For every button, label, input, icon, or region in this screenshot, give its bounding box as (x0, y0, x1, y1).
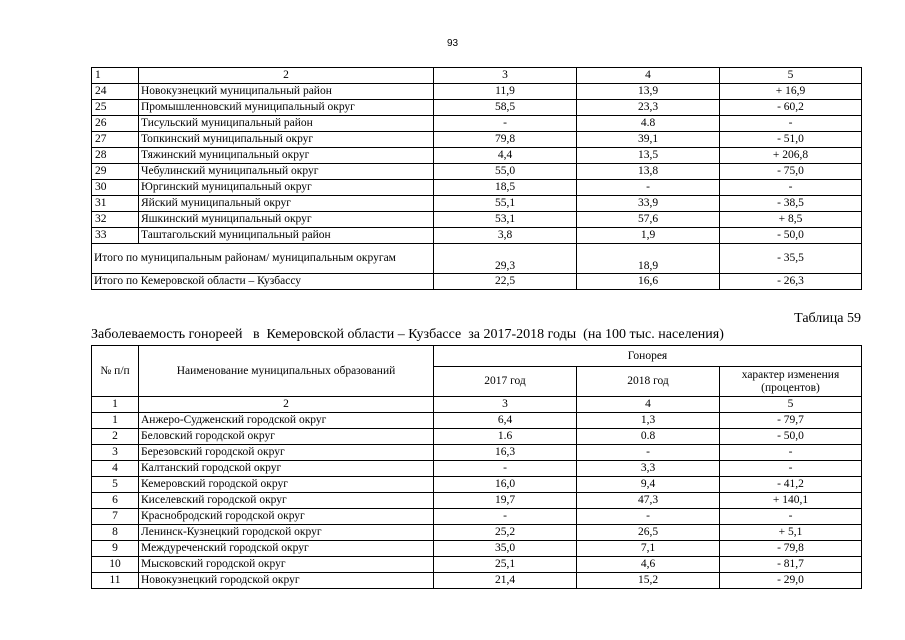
value-2018: 9,4 (577, 477, 720, 493)
row-number: 27 (92, 132, 139, 148)
row-number: 1 (92, 413, 139, 429)
total-districts-2018: 18,9 (577, 244, 720, 274)
value-2017: 53,1 (434, 212, 577, 228)
table-row (92, 196, 862, 212)
row-number: 5 (92, 477, 139, 493)
value-2017: 79,8 (434, 132, 577, 148)
table-row (92, 84, 862, 100)
total-region-row (92, 274, 862, 290)
change-percent: - (720, 445, 862, 461)
municipality-name: Чебулинский муниципальный округ (139, 164, 434, 180)
table-row (92, 100, 862, 116)
total-districts-change: - 35,5 (720, 244, 862, 274)
value-2017: 16,3 (434, 445, 577, 461)
value-2017: 19,7 (434, 493, 577, 509)
value-2018: 1,3 (577, 413, 720, 429)
value-2017: 25,2 (434, 525, 577, 541)
table-row (92, 164, 862, 180)
value-2017: 11,9 (434, 84, 577, 100)
change-percent: + 206,8 (720, 148, 862, 164)
row-number: 11 (92, 573, 139, 589)
value-2018: - (577, 509, 720, 525)
table-row (92, 573, 862, 589)
header-name: Наименование муниципальных образований (139, 346, 434, 397)
table-row (92, 180, 862, 196)
change-percent: - (720, 509, 862, 525)
value-2018: 23,3 (577, 100, 720, 116)
change-percent: - (720, 116, 862, 132)
value-2018: 26,5 (577, 525, 720, 541)
col-number-3: 3 (434, 68, 577, 84)
municipality-name: Ленинск-Кузнецкий городской округ (139, 525, 434, 541)
row-number: 30 (92, 180, 139, 196)
municipality-name: Краснобродский городской округ (139, 509, 434, 525)
table-title: Заболеваемость гонореей в Кемеровской области – Кузбассе за 2017-2018 годы (на 100 тыс. населения) (91, 327, 724, 342)
table-row (92, 509, 862, 525)
value-2018: - (577, 445, 720, 461)
table-row (92, 429, 862, 445)
header-row-1 (92, 346, 862, 367)
change-percent: - (720, 180, 862, 196)
table-row (92, 541, 862, 557)
col-number-5: 5 (720, 68, 862, 84)
table-row (92, 228, 862, 244)
total-region-change: - 26,3 (720, 274, 862, 290)
municipality-name: Тяжинский муниципальный округ (139, 148, 434, 164)
value-2017: 6,4 (434, 413, 577, 429)
row-number: 29 (92, 164, 139, 180)
table-row (92, 148, 862, 164)
municipality-name: Топкинский муниципальный округ (139, 132, 434, 148)
row-number: 7 (92, 509, 139, 525)
value-2017: 58,5 (434, 100, 577, 116)
col-number-2: 2 (139, 68, 434, 84)
table-row (92, 212, 862, 228)
total-region-2017: 22,5 (434, 274, 577, 290)
change-percent: - 41,2 (720, 477, 862, 493)
table-row (92, 525, 862, 541)
change-percent: - 50,0 (720, 228, 862, 244)
municipality-name: Тисульский муниципальный район (139, 116, 434, 132)
change-percent: - 79,8 (720, 541, 862, 557)
header-2017: 2017 год (434, 367, 577, 397)
change-percent: - 38,5 (720, 196, 862, 212)
value-2017: - (434, 461, 577, 477)
incidence-table-continued (91, 67, 862, 290)
municipality-name: Яйский муниципальный округ (139, 196, 434, 212)
table-row (92, 493, 862, 509)
value-2017: 35,0 (434, 541, 577, 557)
change-percent: - 81,7 (720, 557, 862, 573)
row-number: 28 (92, 148, 139, 164)
value-2018: 33,9 (577, 196, 720, 212)
value-2018: 57,6 (577, 212, 720, 228)
header-number: № п/п (92, 346, 139, 397)
value-2017: - (434, 116, 577, 132)
change-percent: - (720, 461, 862, 477)
value-2018: - (577, 180, 720, 196)
value-2018: 7,1 (577, 541, 720, 557)
change-percent: + 16,9 (720, 84, 862, 100)
table-number: Таблица 59 (794, 311, 861, 326)
header-gonorrhea: Гонорея (434, 346, 862, 367)
row-number: 24 (92, 84, 139, 100)
change-percent: - 79,7 (720, 413, 862, 429)
value-2018: 4,6 (577, 557, 720, 573)
row-number: 8 (92, 525, 139, 541)
row-number: 2 (92, 429, 139, 445)
total-region-2018: 16,6 (577, 274, 720, 290)
col-number-1: 1 (92, 68, 139, 84)
value-2018: 13,9 (577, 84, 720, 100)
row-number: 3 (92, 445, 139, 461)
column-number-row (92, 397, 862, 413)
value-2018: 4.8 (577, 116, 720, 132)
municipality-name: Мысковский городской округ (139, 557, 434, 573)
value-2017: 25,1 (434, 557, 577, 573)
col-number-4: 4 (577, 397, 720, 413)
column-number-row (92, 68, 862, 84)
row-number: 10 (92, 557, 139, 573)
value-2018: 47,3 (577, 493, 720, 509)
municipality-name: Промышленновский муниципальный округ (139, 100, 434, 116)
change-percent: - 50,0 (720, 429, 862, 445)
row-number: 25 (92, 100, 139, 116)
municipality-name: Яшкинский муниципальный округ (139, 212, 434, 228)
change-percent: + 140,1 (720, 493, 862, 509)
row-number: 6 (92, 493, 139, 509)
municipality-name: Юргинский муниципальный округ (139, 180, 434, 196)
value-2018: 3,3 (577, 461, 720, 477)
municipality-name: Калтанский городской округ (139, 461, 434, 477)
municipality-name: Анжеро-Судженский городской округ (139, 413, 434, 429)
total-districts-2017: 29,3 (434, 244, 577, 274)
value-2018: 1,9 (577, 228, 720, 244)
municipality-name: Таштагольский муниципальный район (139, 228, 434, 244)
change-percent: + 5,1 (720, 525, 862, 541)
value-2017: - (434, 509, 577, 525)
municipality-name: Междуреченский городской округ (139, 541, 434, 557)
table-row (92, 477, 862, 493)
table-row (92, 445, 862, 461)
change-percent: - 75,0 (720, 164, 862, 180)
value-2017: 3,8 (434, 228, 577, 244)
header-2018: 2018 год (577, 367, 720, 397)
row-number: 31 (92, 196, 139, 212)
header-change: характер изменения (процентов) (720, 367, 862, 397)
page-number: 93 (446, 38, 459, 49)
value-2017: 18,5 (434, 180, 577, 196)
value-2018: 15,2 (577, 573, 720, 589)
value-2017: 1.6 (434, 429, 577, 445)
value-2018: 0.8 (577, 429, 720, 445)
change-percent: - 60,2 (720, 100, 862, 116)
value-2018: 39,1 (577, 132, 720, 148)
value-2017: 16,0 (434, 477, 577, 493)
change-percent: + 8,5 (720, 212, 862, 228)
municipality-name: Березовский городской округ (139, 445, 434, 461)
col-number-3: 3 (434, 397, 577, 413)
row-number: 4 (92, 461, 139, 477)
value-2017: 4,4 (434, 148, 577, 164)
gonorrhea-incidence-table (91, 345, 862, 589)
value-2017: 55,0 (434, 164, 577, 180)
total-districts-row (92, 244, 862, 274)
row-number: 32 (92, 212, 139, 228)
municipality-name: Киселевский городской округ (139, 493, 434, 509)
municipality-name: Новокузнецкий городской округ (139, 573, 434, 589)
table-row (92, 116, 862, 132)
municipality-name: Кемеровский городской округ (139, 477, 434, 493)
value-2018: 13,8 (577, 164, 720, 180)
total-districts-label: Итого по муниципальным районам/ муниципальным округам (92, 244, 434, 274)
value-2017: 21,4 (434, 573, 577, 589)
table-row (92, 557, 862, 573)
col-number-1: 1 (92, 397, 139, 413)
total-region-label: Итого по Кемеровской области – Кузбассу (92, 274, 434, 290)
col-number-2: 2 (139, 397, 434, 413)
change-percent: - 29,0 (720, 573, 862, 589)
col-number-5: 5 (720, 397, 862, 413)
municipality-name: Беловский городской округ (139, 429, 434, 445)
change-percent: - 51,0 (720, 132, 862, 148)
row-number: 33 (92, 228, 139, 244)
table-row (92, 413, 862, 429)
table-row (92, 132, 862, 148)
row-number: 26 (92, 116, 139, 132)
municipality-name: Новокузнецкий муниципальный район (139, 84, 434, 100)
row-number: 9 (92, 541, 139, 557)
table-row (92, 461, 862, 477)
value-2017: 55,1 (434, 196, 577, 212)
col-number-4: 4 (577, 68, 720, 84)
value-2018: 13,5 (577, 148, 720, 164)
